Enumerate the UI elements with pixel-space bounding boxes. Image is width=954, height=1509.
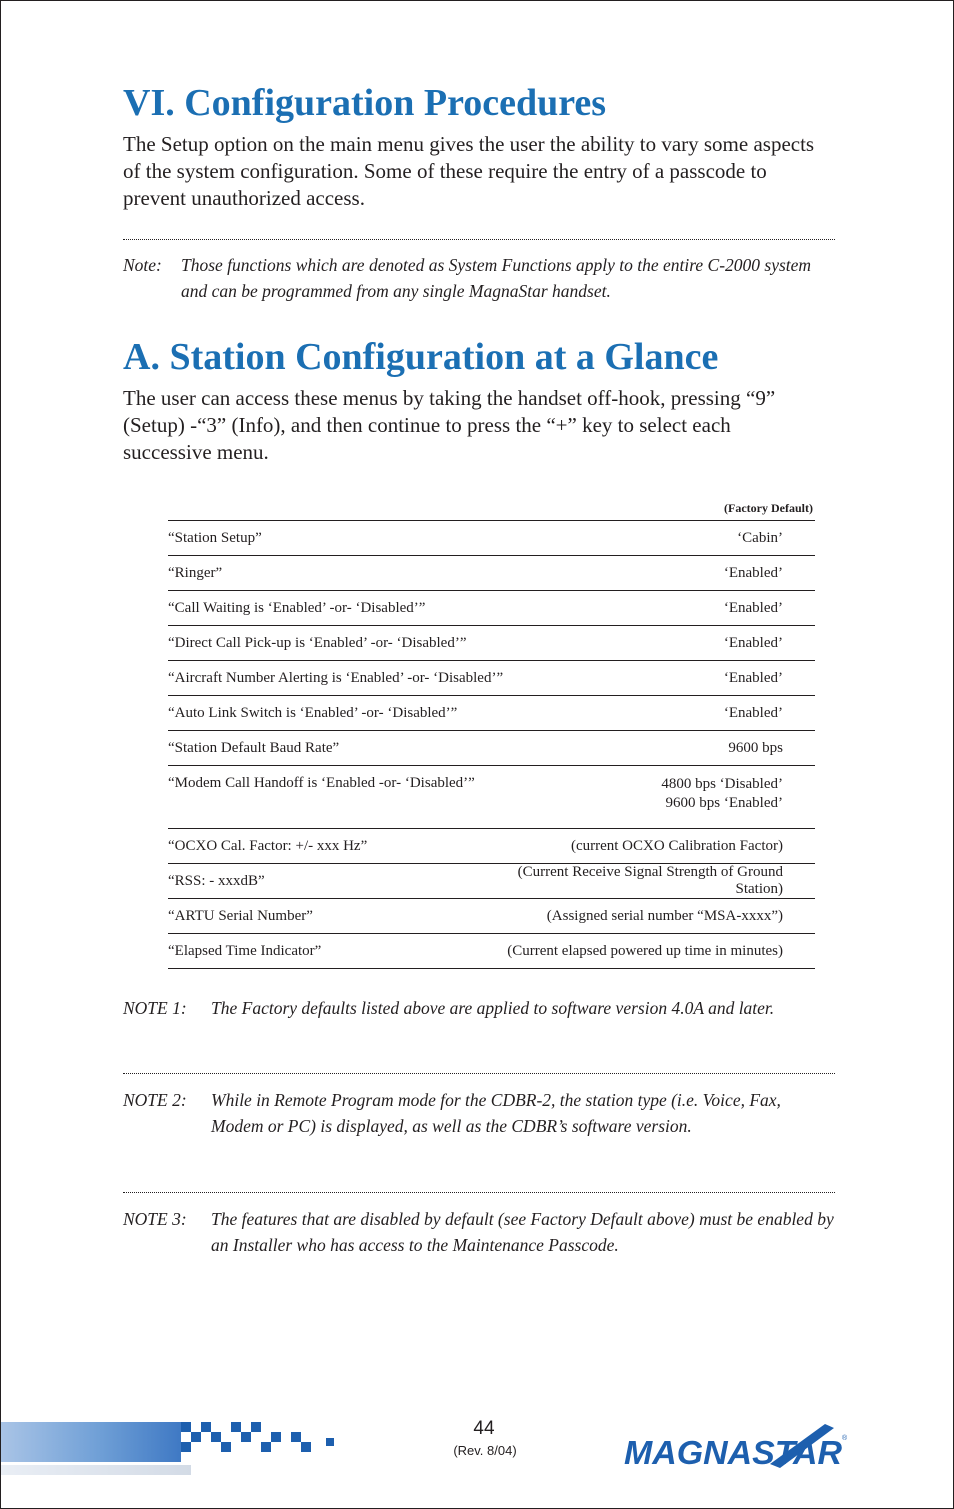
section-heading: A. Station Configuration at a Glance <box>123 336 719 378</box>
menu-item: “Station Default Baud Rate” <box>168 731 503 766</box>
default-value: (Current elapsed powered up time in minutes) <box>503 934 815 969</box>
default-value: 9600 bps <box>503 731 815 766</box>
section-intro: The user can access these menus by taking the handset off-hook, pressing “9” (Setup) -“3” (Info), and then continue to press the “+” key to select each successive menu. <box>123 386 776 464</box>
footer-bar-shadow <box>1 1465 191 1475</box>
factory-default-header: (Factory Default) <box>168 496 815 521</box>
menu-item: “Auto Link Switch is ‘Enabled’ -or- ‘Disabled’” <box>168 696 503 731</box>
default-value: ‘Cabin’ <box>503 521 815 556</box>
divider <box>123 1192 835 1193</box>
menu-item: “Ringer” <box>168 556 503 591</box>
table-row <box>168 556 815 591</box>
note-2 <box>123 1087 835 1139</box>
table-row <box>168 766 815 829</box>
note-top <box>123 252 835 304</box>
table-row <box>168 591 815 626</box>
note-1 <box>123 995 835 1021</box>
table-row <box>168 829 815 864</box>
divider <box>123 239 835 240</box>
menu-item: “ARTU Serial Number” <box>168 899 503 934</box>
default-value: ‘Enabled’ <box>503 661 815 696</box>
default-value: ‘Enabled’ <box>503 626 815 661</box>
default-value: ‘Enabled’ <box>503 556 815 591</box>
menu-item: “Station Setup” <box>168 521 503 556</box>
menu-item: “Call Waiting is ‘Enabled’ -or- ‘Disabled’” <box>168 591 503 626</box>
divider <box>123 1073 835 1074</box>
note-label: NOTE 3: <box>123 1209 187 1229</box>
note-label: NOTE 2: <box>123 1090 187 1110</box>
note-label: NOTE 1: <box>123 998 187 1018</box>
table-row <box>168 661 815 696</box>
menu-item: “Direct Call Pick-up is ‘Enabled’ -or- ‘Disabled’” <box>168 626 503 661</box>
revision-label: (Rev. 8/04) <box>453 1443 517 1458</box>
intro-paragraph: The Setup option on the main menu gives the user the ability to vary some aspects of the system configuration. Some of these require the entry of a passcode to prevent unauthorized access. <box>123 132 815 210</box>
menu-item: “RSS: - xxxdB” <box>168 864 503 899</box>
table-row <box>168 521 815 556</box>
note-text: The Factory defaults listed above are applied to software version 4.0A and later. <box>211 998 775 1018</box>
magnastar-logo <box>620 1418 850 1474</box>
default-value: (Current Receive Signal Strength of Ground Station) <box>503 864 815 899</box>
default-value: (current OCXO Calibration Factor) <box>503 829 815 864</box>
default-value: 4800 bps ‘Disabled’ 9600 bps ‘Enabled’ <box>503 766 815 829</box>
footer-bar <box>1 1422 181 1462</box>
note-text: The features that are disabled by default (see Factory Default above) must be enabled by an Installer who has access to the Maintenance Passcode. <box>211 1209 834 1255</box>
default-value: (Assigned serial number “MSA-xxxx”) <box>503 899 815 934</box>
note-text: While in Remote Program mode for the CDBR-2, the station type (i.e. Voice, Fax, Modem or PC) is displayed, as well as the CDBR’s software version. <box>211 1090 781 1136</box>
registered-mark: ® <box>842 1435 848 1442</box>
default-value: ‘Enabled’ <box>503 591 815 626</box>
main-heading: VI. Configuration Procedures <box>123 82 607 124</box>
table-row <box>168 864 815 899</box>
menu-item: “Aircraft Number Alerting is ‘Enabled’ -or- ‘Disabled’” <box>168 661 503 696</box>
page-number: 44 <box>473 1418 495 1439</box>
table-row <box>168 899 815 934</box>
menu-item: “OCXO Cal. Factor: +/- xxx Hz” <box>168 829 503 864</box>
menu-item: “Elapsed Time Indicator” <box>168 934 503 969</box>
table-row <box>168 626 815 661</box>
logo-text: MAGNASTAR <box>624 1434 843 1471</box>
default-value: ‘Enabled’ <box>503 696 815 731</box>
table-row <box>168 696 815 731</box>
note-label: Note: <box>123 255 162 275</box>
note-text: Those functions which are denoted as System Functions apply to the entire C-2000 system and can be programmed from any single MagnaStar handset. <box>181 255 812 301</box>
menu-item: “Modem Call Handoff is ‘Enabled -or- ‘Disabled’” <box>168 766 503 829</box>
table-header-row <box>168 496 815 521</box>
table-row <box>168 731 815 766</box>
table-row <box>168 934 815 969</box>
config-table <box>168 496 815 969</box>
note-3 <box>123 1206 835 1258</box>
